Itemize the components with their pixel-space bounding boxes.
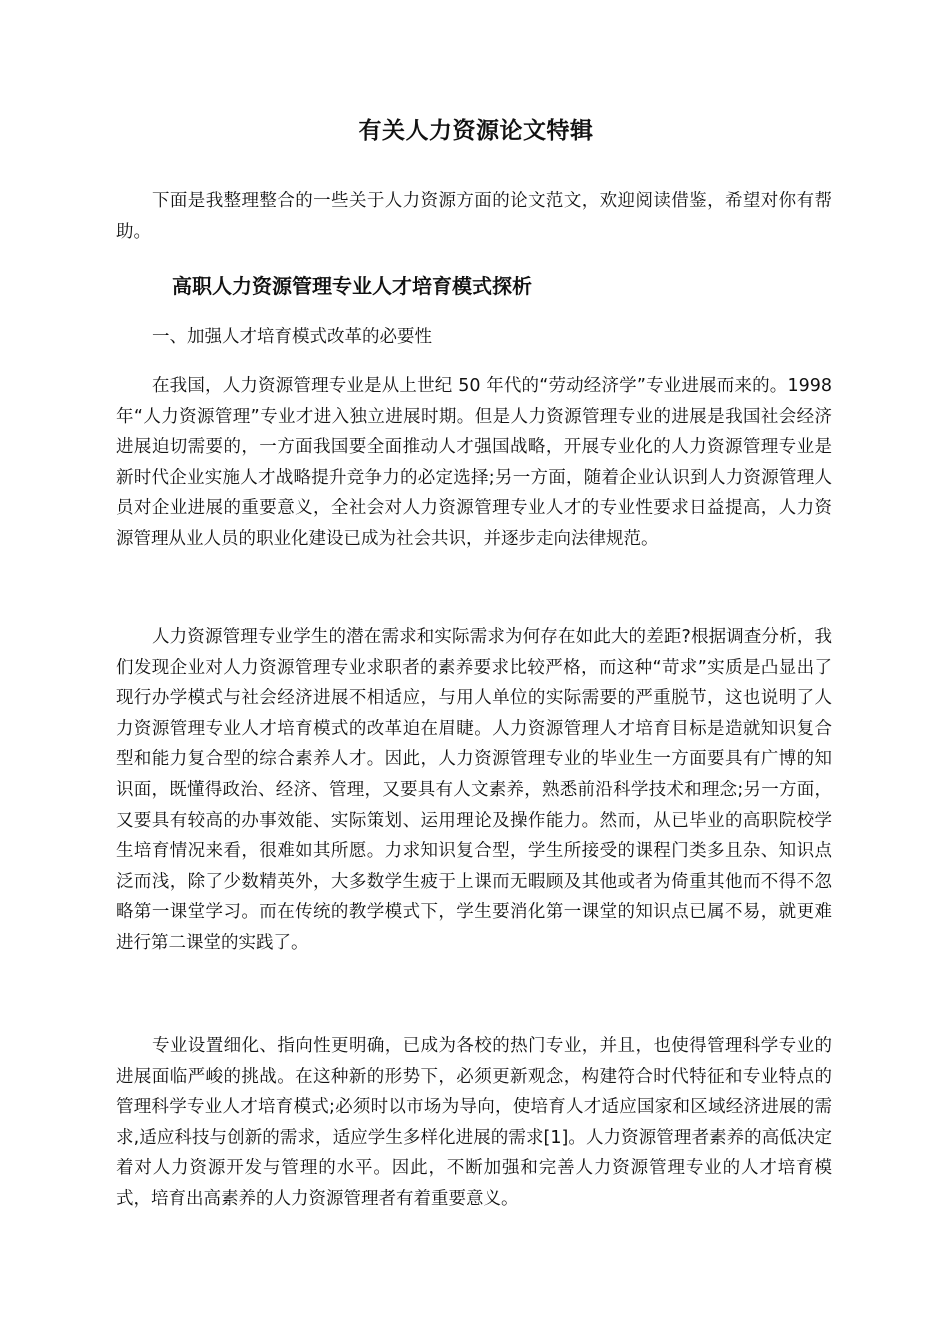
body-paragraph-2: 人力资源管理专业学生的潜在需求和实际需求为何存在如此大的差距?根据调查分析，我们发现企业对人力资源管理专业求职者的素养要求比较严格，而这种“苛求”实质是凸显出了现行办学模式与社会经济进展不相适应，与用人单位的实际需要的严重脱节，这也说明了人力资源管理专业人才培育模式的改革迫在眉睫。人力资源管理人才培育目标是造就知识复合型和能力复合型的综合素养人才。因此，人力资源管理专业的毕业生一方面要具有广博的知识面，既懂得政治、经济、管理，又要具有人文素养，熟悉前沿科学技术和理念;另一方面，又要具有较高的办事效能、实际策划、运用理论及操作能力。然而，从已毕业的高职院校学生培育情况来看，很难如其所愿。力求知识复合型，学生所接受的课程门类多且杂、知识点泛而浅，除了少数精英外，大多数学生疲于上课而无暇顾及其他或者为倚重其他而不得不忽略第一课堂学习。而在传统的教学模式下，学生要消化第一课堂的知识点已属不易，就更难进行第二课堂的实践了。 <box>116 627 832 953</box>
subheading-necessity: 一、加强人才培育模式改革的必要性 <box>152 327 432 347</box>
body-paragraph-1: 在我国，人力资源管理专业是从上世纪 50 年代的“劳动经济学”专业进展而来的。1998 年“人力资源管理”专业才进入独立进展时期。但是人力资源管理专业的进展是我国社会经济进展迫切需要的，一方面我国要全面推动人才强国战略，开展专业化的人力资源管理专业是新时代企业实施人才战略提升竞争力的必定选择;另一方面，随着企业认识到人力资源管理人员对企业进展的重要意义，全社会对人力资源管理专业人才的专业性要求日益提高，人力资源管理从业人员的职业化建设已成为社会共识，并逐步走向法律规范。 <box>116 376 832 549</box>
body-paragraph-3: 专业设置细化、指向性更明确，已成为各校的热门专业，并且，也使得管理科学专业的进展面临严峻的挑战。在这种新的形势下，必须更新观念，构建符合时代特征和专业特点的管理科学专业人才培育模式;必须时以市场为导向，使培育人才适应国家和区域经济进展的需求,适应科技与创新的需求，适应学生多样化进展的需求[1]。人力资源管理者素养的高低决定着对人力资源开发与管理的水平。因此，不断加强和完善人力资源管理专业的人才培育模式，培育出高素养的人力资源管理者有着重要意义。 <box>116 1036 832 1209</box>
section-title: 高职人力资源管理专业人才培育模式探析 <box>172 274 532 298</box>
document-title: 有关人力资源论文特辑 <box>358 118 594 144</box>
intro-paragraph: 下面是我整理整合的一些关于人力资源方面的论文范文，欢迎阅读借鉴，希望对你有帮助。 <box>116 191 832 242</box>
